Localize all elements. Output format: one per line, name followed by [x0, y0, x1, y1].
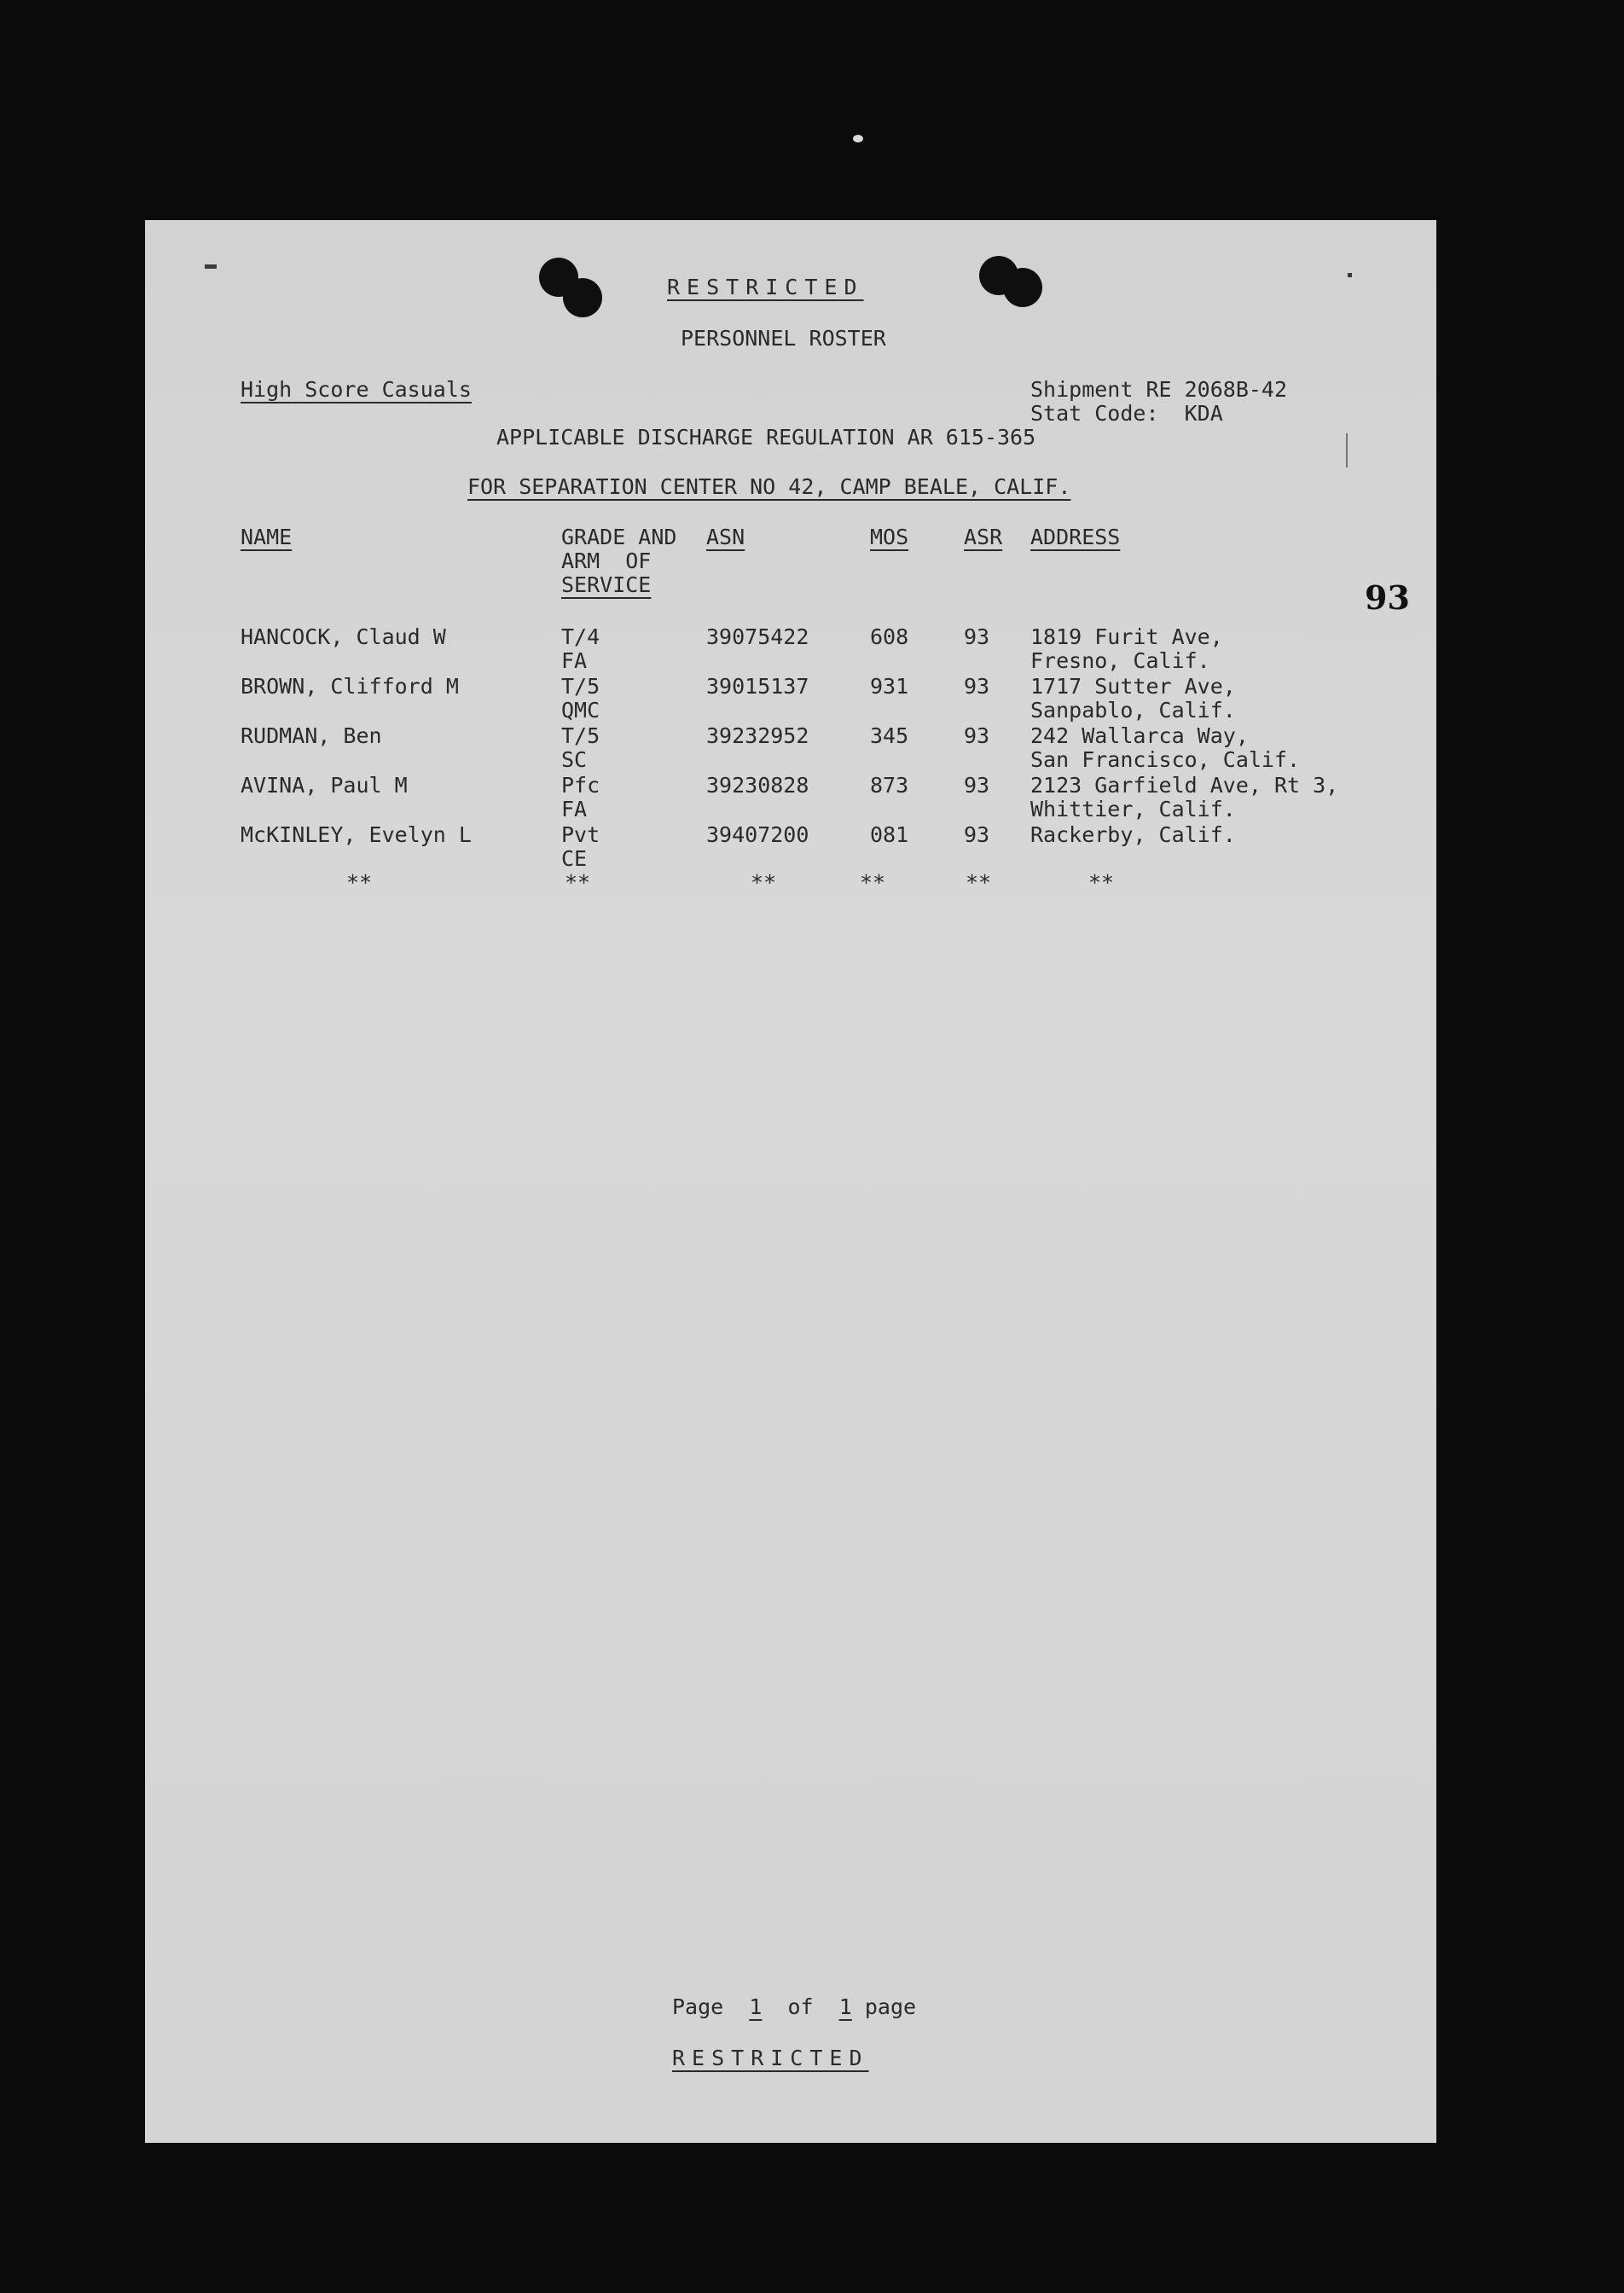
row-mos: 931 [870, 674, 909, 699]
col-header-grade-3: SERVICE [561, 572, 652, 597]
roster-page [145, 220, 1436, 2143]
row-asn: 39075422 [706, 624, 809, 649]
row-mos: 608 [870, 624, 909, 649]
row-mos: 081 [870, 822, 909, 847]
row-arm: SC [561, 747, 588, 772]
margin-line [1346, 433, 1348, 467]
row-arm: FA [561, 797, 588, 821]
col-header-name: NAME [241, 525, 293, 549]
end-mark-asn: ** [751, 870, 777, 895]
end-mark-asr: ** [966, 870, 992, 895]
end-mark-address: ** [1088, 870, 1115, 895]
row-arm: FA [561, 648, 588, 673]
row-address-1: 1819 Furit Ave, [1030, 624, 1223, 649]
col-header-asn: ASN [706, 525, 745, 549]
row-address-1: 1717 Sutter Ave, [1030, 674, 1236, 699]
row-grade: Pvt [561, 822, 600, 847]
end-mark-name: ** [346, 870, 373, 895]
row-arm: QMC [561, 698, 600, 723]
row-asn: 39407200 [706, 822, 809, 847]
row-name: RUDMAN, Ben [241, 723, 382, 748]
footer-restricted: RESTRICTED [672, 2046, 869, 2070]
col-header-mos: MOS [870, 525, 909, 549]
stat-code: Stat Code: KDA [1030, 401, 1223, 426]
row-asr: 93 [964, 773, 990, 798]
page-total: 1 [838, 1994, 852, 2019]
row-name: AVINA, Paul M [241, 773, 408, 798]
col-header-grade-1: GRADE AND [561, 525, 677, 549]
row-address-1: 2123 Garfield Ave, Rt 3, [1030, 773, 1339, 798]
row-address-2: San Francisco, Calif. [1030, 747, 1301, 772]
col-header-grade-2: ARM OF [561, 549, 652, 573]
row-asr: 93 [964, 624, 990, 649]
page-indicator [672, 1994, 916, 2019]
row-address-2: Whittier, Calif. [1030, 797, 1236, 821]
row-asn: 39232952 [706, 723, 809, 748]
punch-hole-right-2 [1003, 268, 1042, 307]
end-mark-mos: ** [860, 870, 886, 895]
row-address-1: 242 Wallarca Way, [1030, 723, 1249, 748]
ink-mark [205, 264, 217, 269]
page-suffix: page [864, 1994, 917, 2019]
row-address-2: Fresno, Calif. [1030, 648, 1210, 673]
end-mark-grade: ** [565, 870, 591, 895]
row-asn: 39015137 [706, 674, 809, 699]
row-grade: T/4 [561, 624, 600, 649]
page-word: Page [672, 1994, 724, 2019]
row-mos: 345 [870, 723, 909, 748]
row-asr: 93 [964, 674, 990, 699]
page-number: 1 [749, 1994, 763, 2019]
margin-number: 93 [1365, 578, 1410, 617]
discharge-regulation: APPLICABLE DISCHARGE REGULATION AR 615-365 [496, 425, 1036, 450]
row-asr: 93 [964, 723, 990, 748]
row-asr: 93 [964, 822, 990, 847]
row-arm: CE [561, 846, 588, 871]
header-restricted: RESTRICTED [667, 275, 864, 299]
row-grade: T/5 [561, 723, 600, 748]
row-asn: 39230828 [706, 773, 809, 798]
ink-mark [1348, 273, 1352, 277]
row-mos: 873 [870, 773, 909, 798]
row-name: HANCOCK, Claud W [241, 624, 446, 649]
row-grade: Pfc [561, 773, 600, 798]
row-address-2: Sanpablo, Calif. [1030, 698, 1236, 723]
of-word: of [787, 1994, 814, 2019]
punch-hole-left-2 [563, 278, 602, 317]
group-name: High Score Casuals [241, 377, 472, 402]
dust-speck [853, 135, 863, 142]
roster-title: PERSONNEL ROSTER [681, 326, 886, 351]
col-header-asr: ASR [964, 525, 1003, 549]
shipment-number: Shipment RE 2068B-42 [1030, 377, 1288, 402]
separation-center: FOR SEPARATION CENTER NO 42, CAMP BEALE, CALIF. [467, 474, 1071, 499]
row-address-1: Rackerby, Calif. [1030, 822, 1236, 847]
row-grade: T/5 [561, 674, 600, 699]
row-name: McKINLEY, Evelyn L [241, 822, 472, 847]
row-name: BROWN, Clifford M [241, 674, 459, 699]
col-header-address: ADDRESS [1030, 525, 1121, 549]
